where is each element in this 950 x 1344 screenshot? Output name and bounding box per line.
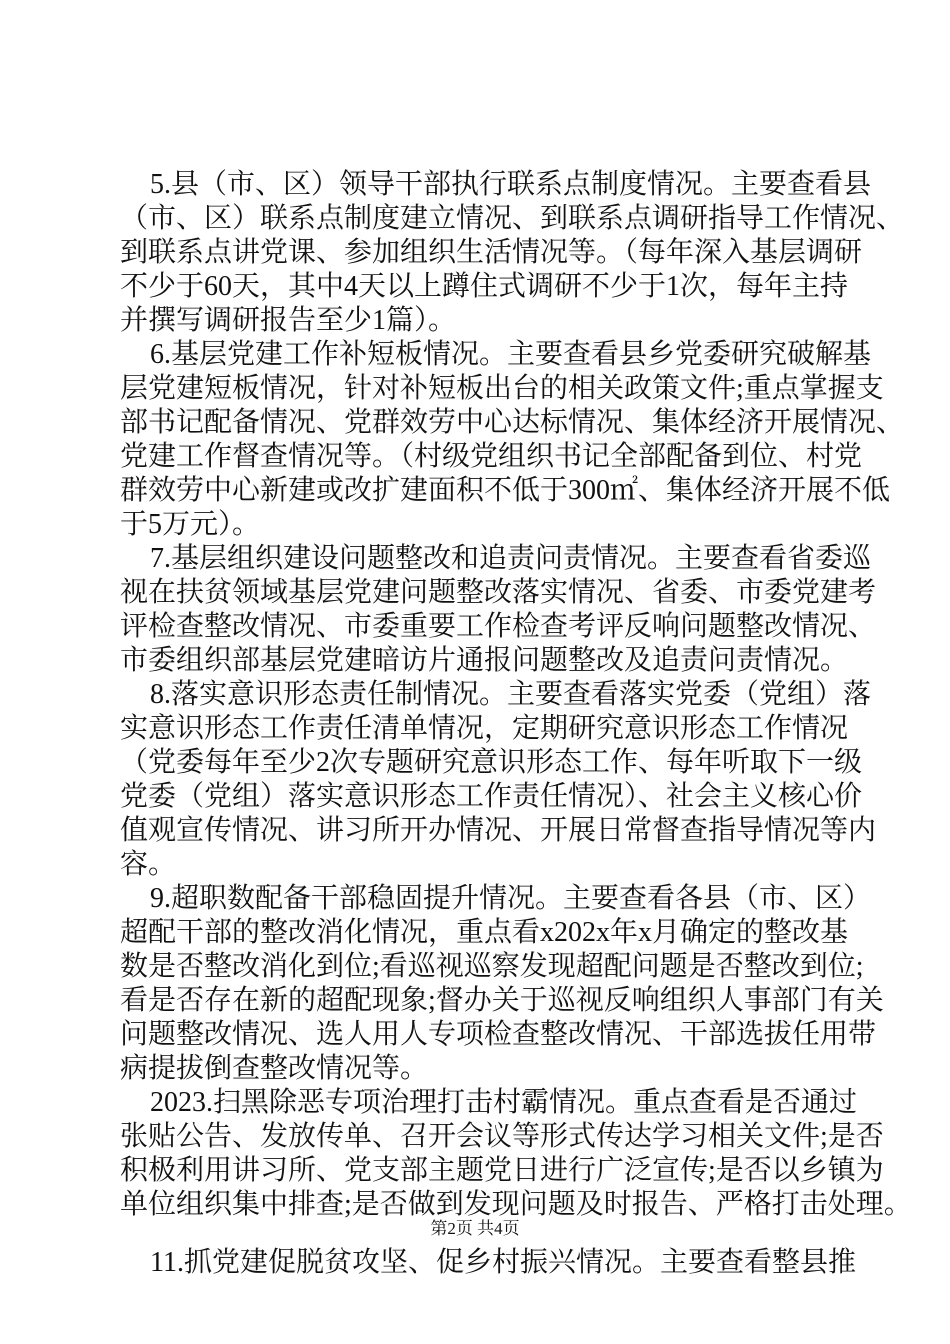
text-line: （党委每年至少2次专题研究意识形态工作、每年听取下一级 <box>120 747 863 778</box>
text-line: 9.超职数配备干部稳固提升情况。主要查看各县（市、区） <box>150 883 872 914</box>
text-line: 党委（党组）落实意识形态工作责任情况）、社会主义核心价 <box>120 781 863 812</box>
text-line: 到联系点讲党课、参加组织生活情况等。（每年深入基层调研 <box>120 237 863 268</box>
text-line: 11.抓党建促脱贫攻坚、促乡村振兴情况。主要查看整县推 <box>150 1247 856 1278</box>
paragraph <box>120 882 884 1086</box>
paragraph <box>120 338 905 542</box>
document-body <box>120 168 912 1280</box>
paragraph <box>120 1246 856 1280</box>
text-line: 实意识形态工作责任清单情况，定期研究意识形态工作情况 <box>120 713 849 744</box>
text-line: 6.基层党建工作补短板情况。主要查看县乡党委研究破解基 <box>150 339 872 370</box>
text-line: 数是否整改消化到位;看巡视巡察发现超配问题是否整改到位; <box>120 951 864 982</box>
text-line: 层党建短板情况，针对补短板出台的相关政策文件;重点掌握支 <box>120 373 884 404</box>
text-line: 部书记配备情况、党群效劳中心达标情况、集体经济开展情况、 <box>120 407 905 438</box>
text-line: 积极利用讲习所、党支部主题党日进行广泛宣传;是否以乡镇为 <box>120 1155 884 1186</box>
paragraph <box>120 1086 912 1222</box>
text-line: 7.基层组织建设问题整改和追责问责情况。主要查看省委巡 <box>150 543 872 574</box>
text-line: 看是否存在新的超配现象;督办关于巡视反响组织人事部门有关 <box>120 985 884 1016</box>
text-line: 张贴公告、发放传单、召开会议等形式传达学习相关文件;是否 <box>120 1121 884 1152</box>
text-line: 2023.扫黑除恶专项治理打击村霸情况。重点查看是否通过 <box>150 1087 858 1118</box>
text-line: 不少于60天，其中4天以上蹲住式调研不少于1次，每年主持 <box>120 271 849 302</box>
text-line: 值观宣传情况、讲习所开办情况、开展日常督查指导情况等内 <box>120 815 877 846</box>
text-line: 问题整改情况、选人用人专项检查整改情况、干部选拔任用带 <box>120 1019 877 1050</box>
text-line: 市委组织部基层党建暗访片通报问题整改及追责问责情况。 <box>120 645 849 676</box>
text-line: 党建工作督查情况等。（村级党组织书记全部配备到位、村党 <box>120 441 863 472</box>
text-line: 8.落实意识形态责任制情况。主要查看落实党委（党组）落 <box>150 679 872 710</box>
paragraph <box>120 678 877 882</box>
paragraph <box>120 542 877 678</box>
paragraph <box>120 168 905 338</box>
text-line: 5.县（市、区）领导干部执行联系点制度情况。主要查看县 <box>150 169 872 200</box>
text-line: 并撰写调研报告至少1篇）。 <box>120 305 457 336</box>
page-footer: 第2页 共4页 <box>430 1219 520 1238</box>
text-line: 群效劳中心新建或改扩建面积不低于300㎡、集体经济开展不低 <box>120 475 891 506</box>
text-line: 于5万元）。 <box>120 509 261 540</box>
text-line: 容。 <box>120 849 177 880</box>
text-line: 病提拔倒查整改情况等。 <box>120 1053 429 1084</box>
text-line: 评检查整改情况、市委重要工作检查考评反响问题整改情况、 <box>120 611 877 642</box>
text-line: （市、区）联系点制度建立情况、到联系点调研指导工作情况、 <box>120 203 905 234</box>
text-line: 超配干部的整改消化情况，重点看x202x年x月确定的整改基 <box>120 917 849 948</box>
text-line: 单位组织集中排查;是否做到发现问题及时报告、严格打击处理。 <box>120 1189 912 1220</box>
text-line: 视在扶贫领域基层党建问题整改落实情况、省委、市委党建考 <box>120 577 877 608</box>
